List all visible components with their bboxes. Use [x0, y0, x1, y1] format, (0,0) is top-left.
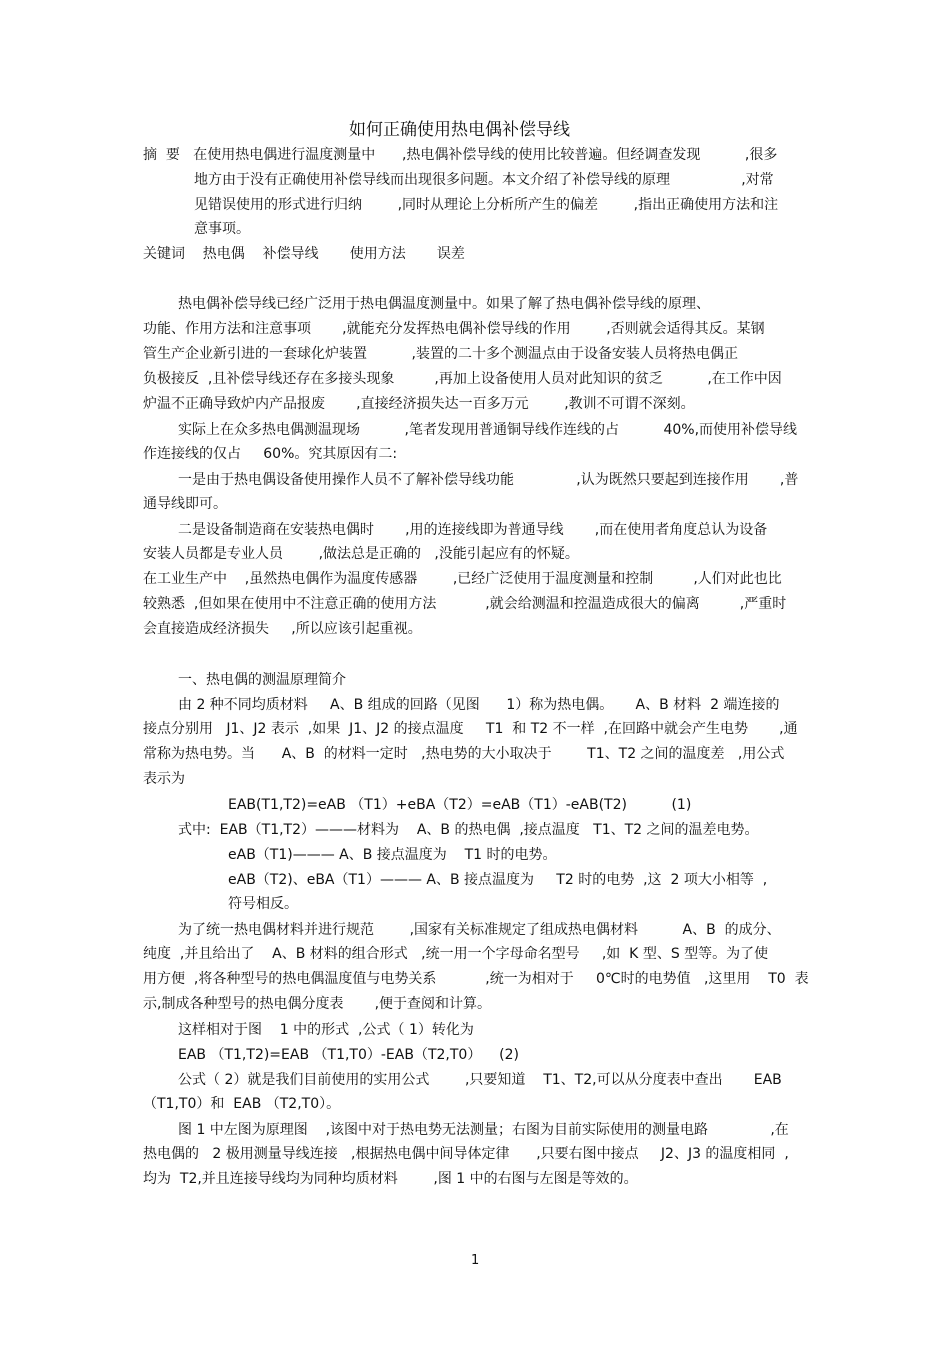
- paragraph-line: 二是设备制造商在安装热电偶时 ,用的连接线即为普通导线 ,而在使用者角度总认为设备: [178, 522, 768, 538]
- paragraph-line: 为了统一热电偶材料并进行规范 ,国家有关标准规定了组成热电偶材料 A、B 的成分、: [178, 922, 781, 938]
- abstract-line: 地方由于没有正确使用补偿导线而出现很多问题。本文介绍了补偿导线的原理 ,对常: [194, 172, 774, 188]
- paragraph-line: 这样相对于图 1 中的形式 ,公式（ 1）转化为: [178, 1022, 474, 1038]
- paragraph-line: 实际上在众多热电偶测温现场 ,笔者发现用普通铜导线作连线的占 40%,而使用补偿导线: [178, 422, 798, 438]
- formula-2: EAB （T1,T2)=EAB （T1,T0）-EAB（T2,T0） (2): [178, 1047, 519, 1063]
- formula-explanation: 符号相反。: [228, 896, 298, 912]
- paragraph-line: 一是由于热电偶设备使用操作人员不了解补偿导线功能 ,认为既然只要起到连接作用 ,普: [178, 472, 799, 488]
- paragraph-line: 负极接反 ,且补偿导线还存在多接头现象 ,再加上设备使用人员对此知识的贫乏 ,在工作中因: [143, 371, 782, 387]
- paragraph-line: 管生产企业新引进的一套球化炉装置 ,装置的二十多个测温点由于设备安装人员将热电偶正: [143, 346, 738, 362]
- paragraph-line: 热电偶补偿导线已经广泛用于热电偶温度测量中。如果了解了热电偶补偿导线的原理、: [178, 296, 710, 312]
- paragraph-line: 通导线即可。: [143, 496, 227, 512]
- formula-explanation: eAB（T2)、eBA（T1）——— A、B 接点温度为 T2 时的电势 ,这 2 项大小相等 ,: [228, 872, 768, 888]
- paragraph-line: 示,制成各种型号的热电偶分度表 ,便于查阅和计算。: [143, 996, 492, 1012]
- paragraph-line: 接点分别用 J1、J2 表示 ,如果 J1、J2 的接点温度 T1 和 T2 不一样 ,在回路中就会产生电势 ,通: [143, 721, 798, 737]
- paragraph-line: 炉温不正确导致炉内产品报废 ,直接经济损失达一百多万元 ,教训不可谓不深刻。: [143, 396, 695, 412]
- paragraph-line: 图 1 中左图为原理图 ,该图中对于热电势无法测量；右图为目前实际使用的测量电路 ,在: [178, 1122, 789, 1138]
- paragraph-line: 会直接造成经济损失 ,所以应该引起重视。: [143, 621, 422, 637]
- abstract-line: 见错误使用的形式进行归纳 ,同时从理论上分析所产生的偏差 ,指出正确使用方法和注: [194, 197, 779, 213]
- abstract-line: 意事项。: [194, 221, 250, 237]
- section-heading: 一、热电偶的测温原理简介: [178, 672, 346, 688]
- paragraph-line: 公式（ 2）就是我们目前使用的实用公式 ,只要知道 T1、T2,可以从分度表中查出 EAB: [178, 1072, 782, 1088]
- formula-1: EAB(T1,T2)=eAB （T1）+eBA（T2）=eAB（T1）-eAB(T2) (1): [228, 797, 692, 813]
- paragraph-line: 较熟悉 ,但如果在使用中不注意正确的使用方法 ,就会给测温和控温造成很大的偏离 ,严重时: [143, 596, 787, 612]
- page-number: 1: [471, 1253, 480, 1268]
- paragraph-line: 表示为: [143, 771, 185, 787]
- paragraph-line: 用方便 ,将各种型号的热电偶温度值与电势关系 ,统一为相对于 0℃时的电势值 ,这里用 T0 表: [143, 971, 809, 987]
- document-title: 如何正确使用热电偶补偿导线: [349, 120, 570, 140]
- paragraph-line: 在工业生产中 ,虽然热电偶作为温度传感器 ,已经广泛使用于温度测量和控制 ,人们对此也比: [143, 571, 782, 587]
- formula-explanation: 式中: EAB（T1,T2）———材料为 A、B 的热电偶 ,接点温度 T1、T2 之间的温差电势。: [178, 822, 759, 838]
- paragraph-line: 均为 T2,并且连接导线均为同种均质材料 ,图 1 中的右图与左图是等效的。: [143, 1171, 638, 1187]
- paragraph-line: 功能、作用方法和注意事项 ,就能充分发挥热电偶补偿导线的作用 ,否则就会适得其反。某钢: [143, 321, 765, 337]
- paragraph-line: 热电偶的 2 极用测量导线连接 ,根据热电偶中间导体定律 ,只要右图中接点 J2、J3 的温度相同 ,: [143, 1146, 789, 1162]
- paragraph-line: 纯度 ,并且给出了 A、B 材料的组合形式 ,统一用一个字母命名型号 ,如 K 型、S 型等。为了使: [143, 946, 769, 962]
- paragraph-line: 作连接线的仅占 60%。究其原因有二:: [143, 446, 398, 462]
- paragraph-line: 常称为热电势。当 A、B 的材料一定时 ,热电势的大小取决于 T1、T2 之间的温度差 ,用公式: [143, 746, 785, 762]
- paragraph-line: （T1,T0）和 EAB （T2,T0）。: [143, 1096, 341, 1112]
- paragraph-line: 安装人员都是专业人员 ,做法总是正确的 ,没能引起应有的怀疑。: [143, 546, 579, 562]
- paragraph-line: 由 2 种不同均质材料 A、B 组成的回路（见图 1）称为热电偶。 A、B 材料 2 端连接的: [178, 697, 780, 713]
- formula-explanation: eAB（T1)——— A、B 接点温度为 T1 时的电势。: [228, 847, 557, 863]
- abstract-line: 摘 要 在使用热电偶进行温度测量中 ,热电偶补偿导线的使用比较普遍。但经调查发现 ,很多: [143, 147, 778, 163]
- keywords-line: 关键词 热电偶 补偿导线 使用方法 误差: [143, 246, 465, 262]
